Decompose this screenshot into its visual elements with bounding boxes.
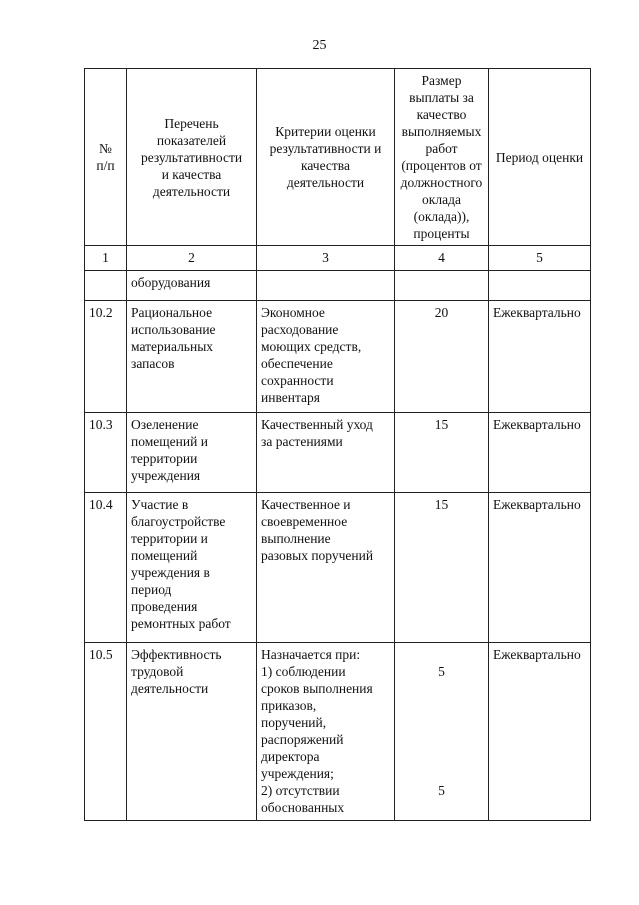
column-number: 1 bbox=[85, 246, 127, 271]
amount-item-2: 5 bbox=[438, 783, 445, 798]
column-number: 3 bbox=[257, 246, 395, 271]
row-period: Ежеквартально bbox=[489, 493, 591, 643]
row-number bbox=[85, 271, 127, 301]
row-number: 10.2 bbox=[85, 301, 127, 413]
criteria-intro: Назначается при: bbox=[261, 647, 361, 662]
header-criteria: Критерии оценки результативности и качества деятельности bbox=[257, 69, 395, 246]
row-amount: 20 bbox=[395, 301, 489, 413]
row-amount: 15 bbox=[395, 413, 489, 493]
table-row bbox=[85, 413, 591, 493]
page-number: 25 bbox=[312, 38, 327, 53]
row-amount bbox=[395, 643, 489, 821]
row-criteria: Экономное расходование моющих средств, обеспечение сохранности инвентаря bbox=[257, 301, 395, 413]
table-header-row bbox=[85, 69, 591, 246]
row-number: 10.3 bbox=[85, 413, 127, 493]
column-number: 4 bbox=[395, 246, 489, 271]
row-indicator: Рациональное использование материальных запасов bbox=[127, 301, 257, 413]
header-number: № п/п bbox=[85, 69, 127, 246]
table-row bbox=[85, 301, 591, 413]
row-criteria: Качественное и своевременное выполнение разовых поручений bbox=[257, 493, 395, 643]
column-number: 2 bbox=[127, 246, 257, 271]
table-row bbox=[85, 493, 591, 643]
header-period: Период оценки bbox=[489, 69, 591, 246]
column-number: 5 bbox=[489, 246, 591, 271]
row-criteria bbox=[257, 271, 395, 301]
row-period bbox=[489, 271, 591, 301]
row-criteria: Качественный уход за растениями bbox=[257, 413, 395, 493]
row-number: 10.5 bbox=[85, 643, 127, 821]
amount-item-1: 5 bbox=[438, 664, 445, 679]
column-number-row bbox=[85, 246, 591, 271]
row-criteria bbox=[257, 643, 395, 821]
row-period: Ежеквартально bbox=[489, 301, 591, 413]
table-row bbox=[85, 271, 591, 301]
header-amount: Размер выплаты за качество выполняемых работ (процентов от должностного оклада (оклада)), проценты bbox=[395, 69, 489, 246]
row-number: 10.4 bbox=[85, 493, 127, 643]
row-indicator: Участие в благоустройстве территории и помещений учреждения в период проведения ремонтных работ bbox=[127, 493, 257, 643]
criteria-item-1: 1) соблюдении сроков выполнения приказов, поручений, распоряжений директора учреждения; bbox=[261, 664, 373, 781]
header-indicator: Перечень показателей результативности и качества деятельности bbox=[127, 69, 257, 246]
table-row bbox=[85, 643, 591, 821]
row-period: Ежеквартально bbox=[489, 643, 591, 821]
payment-criteria-table bbox=[84, 68, 591, 821]
row-period: Ежеквартально bbox=[489, 413, 591, 493]
row-indicator: Эффективность трудовой деятельности bbox=[127, 643, 257, 821]
criteria-item-2: 2) отсутствии обоснованных bbox=[261, 783, 345, 815]
row-indicator: Озеленение помещений и территории учреждения bbox=[127, 413, 257, 493]
row-amount: 15 bbox=[395, 493, 489, 643]
row-indicator: оборудования bbox=[127, 271, 257, 301]
row-amount bbox=[395, 271, 489, 301]
